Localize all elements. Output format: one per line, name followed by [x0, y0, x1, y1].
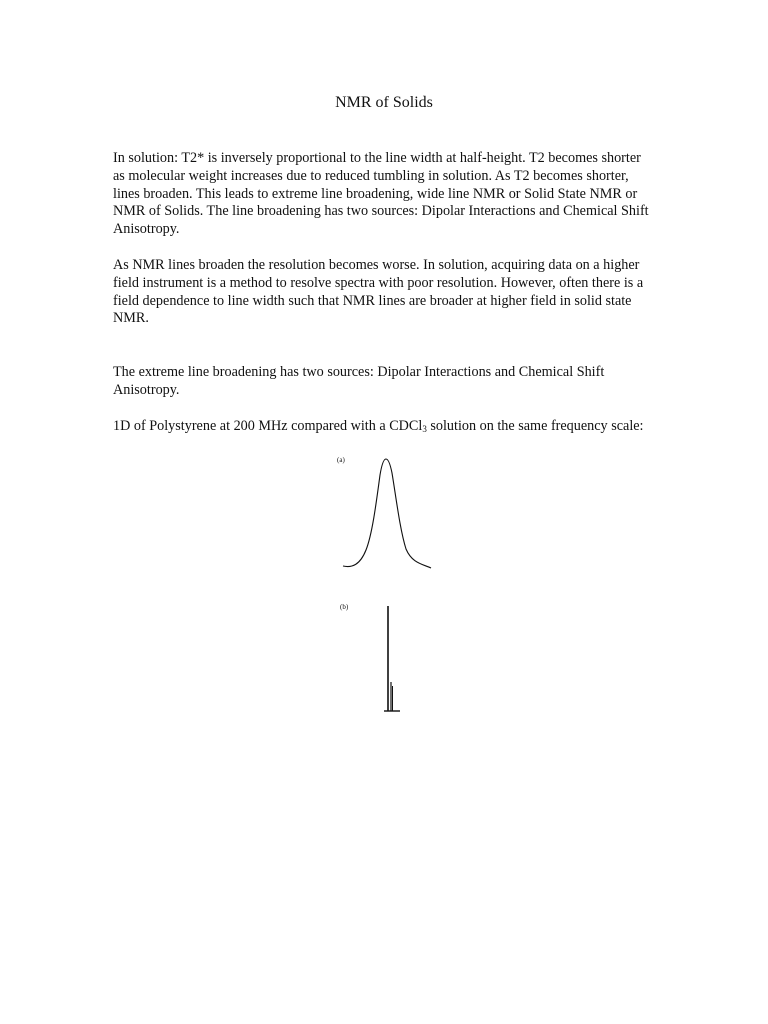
- page-title: NMR of Solids: [335, 94, 433, 111]
- sharp-peak-trace: [384, 606, 400, 711]
- caption-subscript: 3: [422, 424, 427, 434]
- paragraph-solution-t2: In solution: T2* is inversely proportional to the line width at half-height. T2 becomes shorter as molecular weight increases due to reduced tumbling in solution. As T2 becomes shorter, lines broaden. This leads to extreme line broadening, wide line NMR or Solid State NMR or NMR of Solids. The line broadening has two sources: Dipolar Interactions and Chemical Shift Anisotropy.: [113, 150, 649, 238]
- panel-b-label: (b): [340, 603, 349, 611]
- figure-caption: [113, 418, 653, 436]
- panel-a-label: (a): [337, 456, 345, 464]
- broad-peak-trace: [343, 459, 431, 568]
- solution-sharp-peak: [378, 600, 408, 716]
- solid-state-broad-peak: [340, 455, 435, 575]
- paragraph-broadening-sources: The extreme line broadening has two sources: Dipolar Interactions and Chemical Shift Anisotropy.: [113, 364, 605, 398]
- caption-text: 1D of Polystyrene at 200 MHz compared with a CDCl: [113, 418, 423, 434]
- paragraph-resolution: As NMR lines broaden the resolution becomes worse. In solution, acquiring data on a higher field instrument is a method to resolve spectra with poor resolution. However, often there is a field dependence to line width such that NMR lines are broader at higher field in solid state NMR.: [113, 257, 644, 327]
- caption-text-end: solution on the same frequency scale:: [426, 418, 644, 434]
